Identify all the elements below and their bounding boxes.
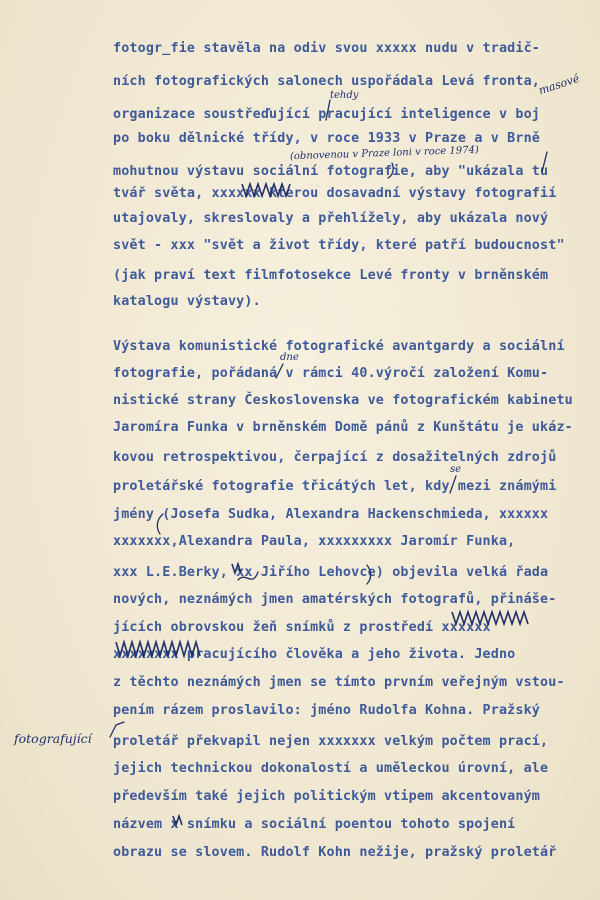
scribble-mark	[232, 564, 241, 573]
text-line: Jaromíra Funka v brněnském Domě pánů z Kunštátu je ukáz-	[113, 420, 573, 435]
scribble-mark	[452, 612, 528, 624]
text-line: po boku dělnické třídy, v roce 1933 v Praze a v Brně	[113, 131, 541, 146]
handwritten-note-tehdy: tehdy	[330, 90, 359, 101]
text-line: organizace soustřeďující pracující inteligence v boj	[113, 107, 541, 122]
handwritten-note-masove: masové	[537, 71, 581, 98]
text-line: jmény (Josefa Sudka, Alexandra Hackenschmieda, xxxxxx	[113, 507, 549, 522]
text-line: Výstava komunistické fotografické avantgardy a sociální	[113, 339, 565, 354]
text-line: především také jejich politickým vtipem akcentovaným	[113, 789, 541, 804]
handwritten-note-obnoveno: (obnovenou v Praze loni v roce 1974)	[289, 144, 479, 163]
text-line: katalogu výstavy).	[113, 294, 261, 309]
scribble-mark	[242, 184, 290, 196]
text-line: xxxxxxx,Alexandra Paula, xxxxxxxxx Jaromír Funka,	[113, 534, 516, 549]
text-line: jejich technickou dokonalostí a uměleckou úrovní, ale	[113, 761, 549, 776]
text-line: svět - xxx "svět a život třídy, které patří budoucnost"	[113, 238, 565, 253]
text-line: z těchto neznámých jmen se tímto prvním veřejným vstou-	[113, 675, 565, 690]
text-line: ních fotografických salonech uspořádala Levá fronta,	[113, 74, 541, 89]
text-line: fotografie, pořádaná v rámci 40.výročí založení Komu-	[113, 366, 549, 381]
text-line: xxx L.E.Berky, xx Jiřího Lehovce) objevila velká řada	[113, 565, 549, 580]
text-line: (jak praví text filmfotosekce Levé fronty v brněnském	[113, 268, 549, 283]
text-line: xxxxxxxx pracujícího člověka a jeho života. Jedno	[113, 647, 516, 662]
text-line: obrazu se slovem. Rudolf Kohn nežije, pražský proletář	[113, 845, 557, 860]
handwritten-note-fotografujici: fotografující	[14, 731, 92, 746]
text-line: jících obrovskou žeň snímků z prostředí xxxxxx	[113, 620, 491, 635]
scribble-mark	[173, 816, 182, 825]
text-line: kovou retrospektivou, čerpající z dosažitelných zdrojů	[113, 450, 557, 465]
text-line: fotogr_fie stavěla na odiv svou xxxxx nudu v tradič-	[113, 41, 541, 56]
handwritten-note-dne: dne	[280, 352, 299, 363]
text-line: nistické strany Československa ve fotografickém kabinetu	[113, 393, 573, 408]
text-line: nových, neznámých jmen amatérských fotografů, přináše-	[113, 592, 557, 607]
text-line: proletář překvapil nejen xxxxxxx velkým počtem prací,	[113, 734, 549, 749]
text-line: tvář světa, xxxxxx kterou dosavadní výstavy fotografií	[113, 186, 557, 201]
handwritten-note-se: se	[450, 464, 462, 475]
text-line: pením rázem proslavilo: jméno Rudolfa Kohna. Pražský	[113, 703, 541, 718]
text-line: utajovaly, skreslovaly a přehlížely, aby ukázala nový	[113, 211, 549, 226]
text-line: názvem x snímku a sociální poentou tohoto spojení	[113, 817, 516, 832]
text-line: mohutnou výstavu sociální fotografie, aby "ukázala tu	[113, 164, 549, 179]
text-line: proletářské fotografie třicátých let, kdy mezi známými	[113, 479, 557, 494]
scribble-mark	[116, 642, 200, 656]
